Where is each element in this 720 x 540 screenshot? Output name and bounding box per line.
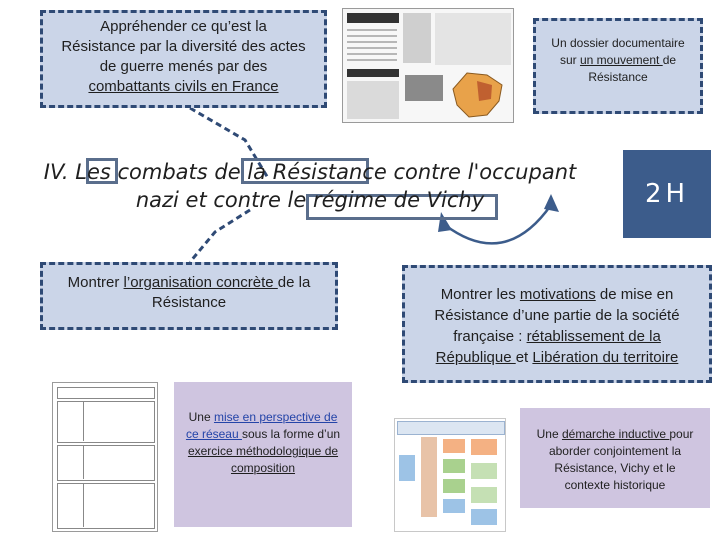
text-span: rétablissement de la — [526, 328, 661, 345]
box-line: Un dossier documentaire — [551, 36, 685, 50]
text-span: de — [662, 53, 677, 67]
objective-box-top-left — [40, 10, 327, 108]
text-span: mise en perspective de — [213, 410, 338, 424]
thumb-node — [443, 499, 465, 513]
thumb-table — [57, 445, 155, 481]
box-line: Résistance, Vichy et le — [554, 461, 676, 475]
text-span: un mouvement — [579, 53, 663, 67]
thumb-header-dark — [347, 13, 399, 23]
thumb-node — [471, 509, 497, 525]
text-span: République — [435, 349, 516, 366]
box-line — [174, 426, 352, 443]
box-line — [49, 273, 329, 293]
diagram-thumbnail — [394, 418, 506, 532]
title-line: IV. Les combats de la Résistance contre l'occupant — [43, 160, 577, 184]
box-line: de guerre menés par des — [99, 58, 268, 75]
box-line: Résistance — [151, 294, 227, 311]
thumb-table — [57, 401, 155, 443]
objective-box-mid-right — [402, 265, 712, 383]
box-line: Appréhender ce qu’est la — [100, 18, 267, 35]
box-line: combattants civils en France — [88, 78, 279, 95]
box-line — [413, 347, 701, 368]
thumb-text-block — [347, 81, 399, 119]
objective-box-top-right — [533, 18, 703, 114]
text-span: démarche inductive — [561, 427, 670, 441]
box-line — [542, 52, 694, 69]
text-span: sous la forme d’un — [241, 427, 341, 441]
worksheet-thumbnail — [52, 382, 158, 532]
thumb-node — [399, 455, 415, 481]
thumb-text-block — [435, 13, 511, 65]
text-span: française : — [453, 328, 527, 345]
thumb-table-header — [57, 387, 155, 399]
text-span: pour — [669, 427, 694, 441]
box-line: Résistance par la diversité des actes — [61, 38, 306, 55]
text-span: sur — [559, 53, 580, 67]
connector-mid-left — [190, 210, 250, 262]
method-box-bottom-mid — [174, 382, 352, 527]
method-box-bottom-right — [520, 408, 710, 508]
box-line — [413, 326, 701, 347]
text-span: de la — [277, 274, 311, 291]
box-line: exercice méthodologique de — [187, 444, 339, 458]
thumb-table — [57, 483, 155, 529]
objective-box-mid-left — [40, 262, 338, 330]
text-span: l’organisation concrète — [123, 274, 278, 291]
box-line — [174, 409, 352, 426]
text-span: motivations — [519, 286, 596, 303]
thumb-node — [443, 459, 465, 473]
box-line: Résistance d’une partie de la société — [434, 307, 680, 324]
text-span: Montrer les — [440, 286, 520, 303]
thumb-node — [471, 463, 497, 479]
page-title — [20, 158, 600, 214]
thumb-header-dark — [347, 69, 399, 77]
thumb-photo — [405, 75, 443, 101]
box-line: composition — [230, 461, 296, 475]
text-span: Libération du territoire — [532, 349, 679, 366]
thumb-node — [471, 439, 497, 455]
thumb-node — [443, 479, 465, 493]
thumb-banner — [397, 421, 505, 435]
thumb-map — [447, 71, 509, 119]
box-line: contexte historique — [564, 478, 666, 492]
document-thumbnail — [342, 8, 514, 123]
text-span: ce réseau — [185, 427, 242, 441]
thumb-node — [421, 437, 437, 517]
box-line — [413, 284, 701, 305]
text-span: Montrer — [67, 274, 124, 291]
title-line: nazi et contre le régime de Vichy — [135, 188, 485, 212]
level-code-badge: 2H — [623, 150, 711, 238]
thumb-photo — [403, 13, 431, 63]
text-span: et — [515, 349, 533, 366]
text-span: Une — [536, 427, 562, 441]
thumb-node — [443, 439, 465, 453]
thumb-node — [471, 487, 497, 503]
text-span: Une — [188, 410, 214, 424]
box-line — [520, 426, 710, 443]
box-line: Résistance — [588, 70, 648, 84]
box-line: aborder conjointement la — [548, 444, 682, 458]
text-span: de mise en — [595, 286, 674, 303]
